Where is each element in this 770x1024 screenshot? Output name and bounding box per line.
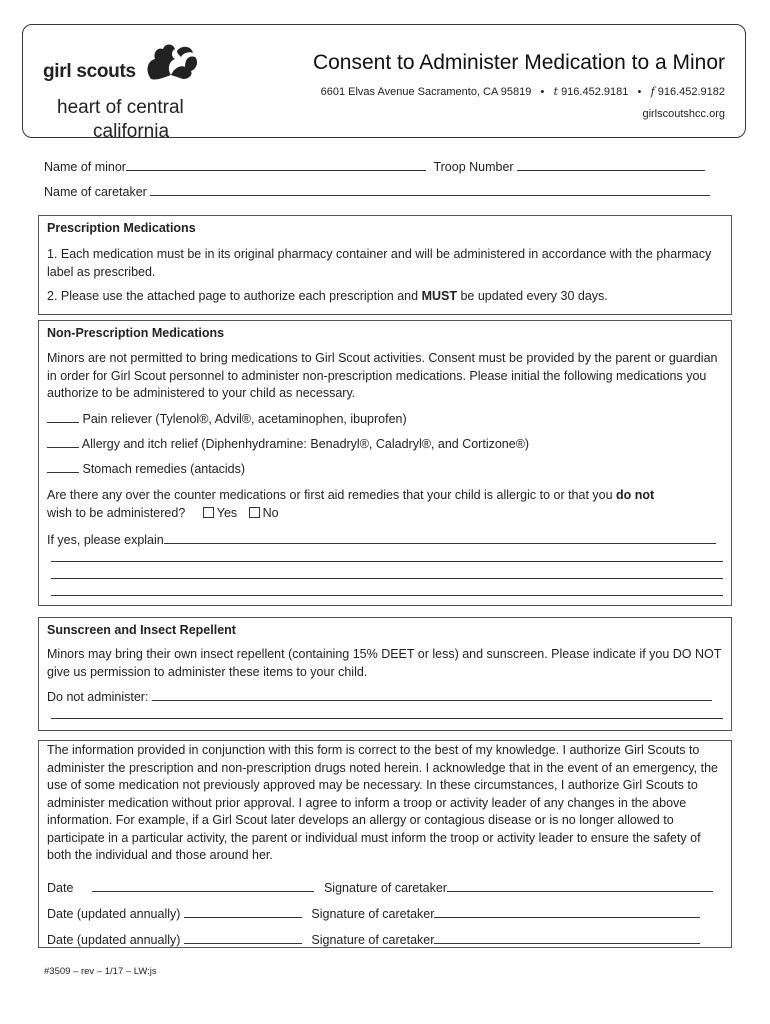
signature-row-2 [47,905,723,924]
stomach-label: Stomach remedies (antacids) [82,462,246,476]
form-footer-code: #3509 – rev – 1/17 – LW:js [44,966,157,977]
explain-line-2[interactable] [51,549,723,568]
sunscreen-text: Minors may bring their own insect repellent (containing 15% DEET or less) and sunscreen. Please indicate if you DO NOT give us permission to administer these items to your child. [47,647,722,679]
website: girlscoutshcc.org [642,108,725,120]
minor-row [44,158,705,174]
name-of-minor-field[interactable] [126,158,426,171]
pain-reliever-option [47,410,723,429]
prescription-heading: Prescription Medications [47,221,196,235]
header-box [22,24,746,142]
signature-field-2[interactable] [434,905,700,918]
date-updated-field-2[interactable] [184,931,302,944]
name-of-minor-label: Name of minor [44,160,126,174]
allergy-label: Allergy and itch relief (Diphenhydramine: Benadryl®, Caladryl®, and Cortizone®) [81,437,530,451]
allergy-question: Are there any over the counter medications or first aid remedies that your child is allergic to or that you do not wish to be administered? Yes No [47,488,655,520]
date-label: Date [47,881,74,895]
fax-prefix: f [650,85,655,98]
no-checkbox[interactable] [249,507,260,518]
fax: 916.452.9182 [657,86,725,98]
stomach-initial-field[interactable] [47,460,79,473]
nonprescription-intro: Minors are not permitted to bring medications to Girl Scout activities. Consent must be provided by the parent or guardian in order for Girl Scout personnel to administer non-prescription medications. Please initial the following medications you authorize to be administered to your child as necessary. [47,351,718,400]
pain-reliever-initial-field[interactable] [47,410,79,423]
signature-field-1[interactable] [447,879,713,892]
consent-text: The information provided in conjunction with this form is correct to the best of my knowledge. I authorize Girl Scouts to administer the prescription and non-prescription drugs noted herein. I acknowledge that in the event of an emergency, the use of some medication not previously approved may be necessary. In these circumstances, I authorize Girl Scouts to administer medication without prior approval. I agree to inform a troop or activity leader of any changes in the above information. For example, if a Girl Scout later develops an allergy or contagious disease or is no longer allowed to participate in a particular activity, the parent or individual must inform the troop or activity leader to ensure the safety of both the individual and those around her. [47,743,719,862]
date-updated-label-1: Date (updated annually) [47,907,181,921]
do-not-administer-label: Do not administer: [47,690,149,704]
signature-row-1 [47,879,723,898]
explain-line-3[interactable] [51,566,723,585]
contact-line: 6601 Elvas Avenue Sacramento, CA 95819 • t 916.452.9181 • f 916.452.9182 [320,85,725,98]
allergy-option [47,435,723,454]
phone: 916.452.9181 [561,86,629,98]
signature-label-3: Signature of caretaker [311,933,435,947]
allergy-initial-field[interactable] [47,435,79,448]
consent-section [38,740,732,948]
do-not-administer-line-2[interactable] [51,706,723,725]
explain-label: If yes, please explain [47,533,164,547]
name-of-caretaker-label: Name of caretaker [44,185,147,199]
date-updated-field-1[interactable] [184,905,302,918]
troop-number-label: Troop Number [433,160,514,174]
troop-number-field[interactable] [517,158,705,171]
name-of-caretaker-field[interactable] [150,183,710,196]
stomach-option [47,460,723,479]
signature-label-1: Signature of caretaker [323,881,447,895]
caretaker-row [44,183,710,199]
logo-line-3: california [93,121,170,142]
explain-field[interactable] [164,531,716,544]
signature-field-3[interactable] [434,931,700,944]
date-field[interactable] [92,879,314,892]
do-not-administer-row [47,688,723,707]
explain-line-4[interactable] [51,583,723,602]
prescription-section [38,215,732,315]
trefoil-profiles-icon [141,41,203,81]
pain-reliever-label: Pain reliever (Tylenol®, Advil®, acetaminophen, ibuprofen) [82,412,407,426]
do-not-administer-field[interactable] [152,688,712,701]
logo-line-1: girl scouts [43,61,136,82]
sunscreen-heading: Sunscreen and Insect Repellent [47,623,236,637]
yes-checkbox[interactable] [203,507,214,518]
form-title: Consent to Administer Medication to a Minor [312,51,725,74]
logo-line-2: heart of central [57,97,184,118]
nonprescription-heading: Non-Prescription Medications [47,326,225,340]
prescription-item-2: 2. Please use the attached page to authorize each prescription and MUST be updated every 30 days. [47,289,608,303]
nonprescription-section [38,320,732,606]
no-label: No [262,505,279,520]
prescription-item-1: 1. Each medication must be in its original pharmacy container and will be administered in accordance with the pharmacy label as prescribed. [47,247,712,279]
yes-label: Yes [216,505,238,520]
signature-row-3 [47,931,723,950]
address: 6601 Elvas Avenue Sacramento, CA 95819 [320,86,532,98]
phone-prefix: t [553,85,558,98]
girl-scouts-logo [43,41,203,142]
sunscreen-section [38,617,732,731]
date-updated-label-2: Date (updated annually) [47,933,181,947]
explain-row [47,531,723,550]
signature-label-2: Signature of caretaker [311,907,435,921]
